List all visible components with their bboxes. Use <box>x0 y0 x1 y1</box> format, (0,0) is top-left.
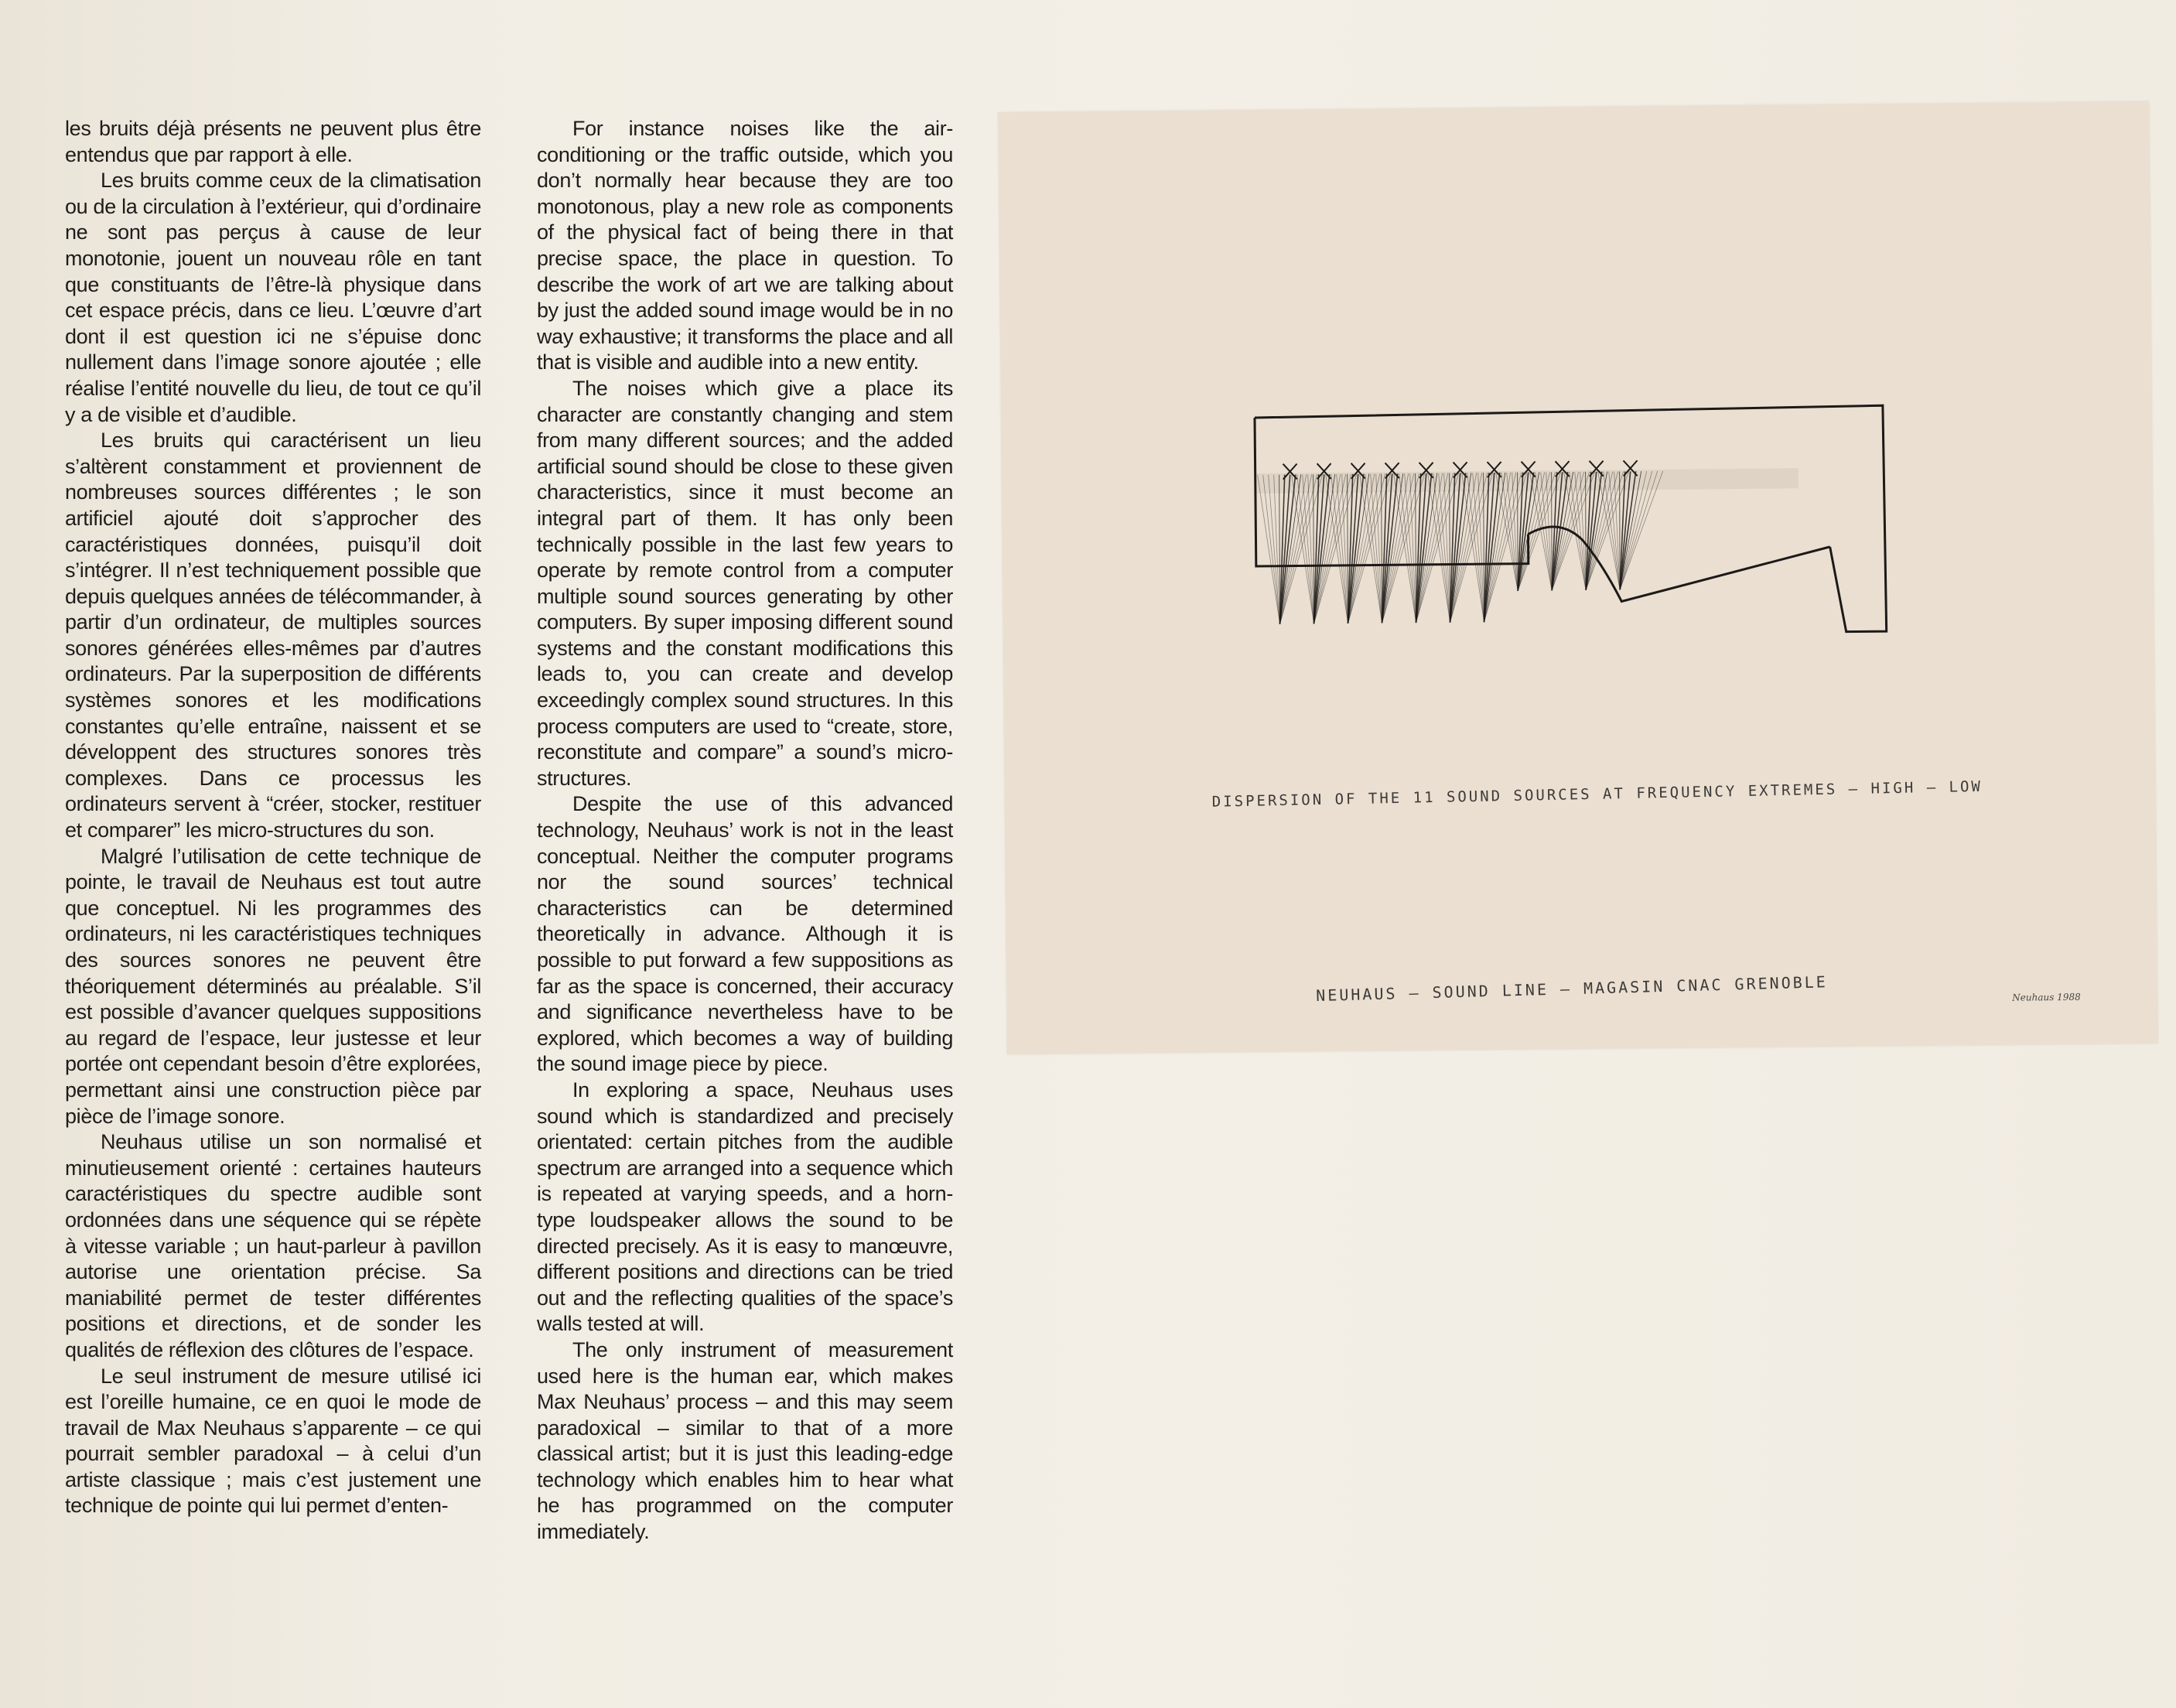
paragraph: Le seul instrument de mesure utilisé ici est l’oreille humaine, ce en quoi le mode de travail de Max Neuhaus s’apparente – ce qui pourrait sembler paradoxal – à celui d’un artiste classique ; mais c’est justement une technique de pointe qui lui permet d’enten- <box>65 1364 481 1518</box>
dispersion-ray <box>1337 474 1348 623</box>
paragraph: In exploring a space, Neuhaus uses sound which is standardized and precisely orientated: certain pitches from the audible spectrum are arranged into a sequence which is repeated at varying speeds, and a horn-type loudspeaker allows the sound to be directed precisely. As it is easy to manœuvre, different positions and directions can be tried out and the reflecting qualities of the space’s walls tested at will. <box>537 1078 953 1336</box>
dispersion-ray <box>1473 473 1484 622</box>
sound-line-path <box>1528 524 1830 603</box>
dispersion-ray <box>1394 473 1416 623</box>
dispersion-ray <box>1371 473 1382 623</box>
drawing-caption-top: DISPERSION OF THE 11 SOUND SOURCES AT FREQUENCY EXTREMES — HIGH — LOW <box>1211 777 1983 811</box>
dispersion-ray <box>1258 475 1280 624</box>
dispersion-ray <box>1292 474 1314 623</box>
paragraph: Malgré l’utilisation de cette technique de pointe, le travail de Neuhaus est tout autre que conceptuel. Ni les programmes des ordinateurs, ni les caractéristiques techniques des sources sonores ne peuvent être théoriquement déterminés au préalable. S’il est possible d’avancer quelques suppositions au regard de l’espace, leur justesse et leur portée ont cependant besoin d’être explorées, permettant ainsi une construction pièce par pièce de l’image sonore. <box>65 844 481 1128</box>
dispersion-ray <box>1439 473 1450 623</box>
dispersion-ray <box>1428 473 1450 623</box>
paragraph: Les bruits qui caractérisent un lieu s’altèrent constamment et proviennent de nombreuses sources différentes ; le son artificiel ajouté doit s’approcher des caractéristiques données, puisqu’il doit s’intégrer. Il n’est techniquement possible que depuis quelques années de télécommander, à partir d’un ordinateur, de multiples sources sonores générées elles-mêmes par d’autres ordinateurs. Par la superposition de différents systèmes sonores et les modifications constantes qu’elle entraîne, naissent et se développent des structures sonores très complexes. Dans ce processus les ordinateurs servent à “créer, stocker, restituer et comparer” les micro-structures du son. <box>65 429 481 842</box>
drawing-caption-bottom: NEUHAUS — SOUND LINE — MAGASIN CNAC GRENOBLE <box>1315 972 1829 1006</box>
paragraph: les bruits déjà présents ne peuvent plus être entendus que par rapport à elle. <box>65 117 481 166</box>
dispersion-ray <box>1405 473 1416 623</box>
sound-dispersion-drawing <box>998 101 2158 1054</box>
dispersion-ray <box>1263 475 1280 624</box>
dispersion-ray <box>1303 474 1314 623</box>
paragraph: Les bruits comme ceux de la climatisation ou de la circulation à l’extérieur, qui d’ordinaire ne sont pas perçus à cause de leur monotonie, jouent un nouveau rôle en tant que constituants de l’être-là physique dans cet espace précis, dans ce lieu. L’œuvre d’art dont il est question ici ne s’épuise donc nullement dans l’image sonore ajoutée ; elle réalise l’entité nouvelle du lieu, de tout ce qu’il y a de visible et d’audible. <box>65 169 481 426</box>
dispersion-haze <box>1257 468 1799 494</box>
drawing-plate <box>998 101 2158 1054</box>
dispersion-ray <box>1360 473 1382 623</box>
french-text-column <box>65 116 481 1519</box>
artist-signature: Neuhaus 1988 <box>2012 991 2081 1003</box>
paragraph: Neuhaus utilise un son normalisé et minutieusement orienté : certaines hauteurs caractéristiques du spectre audible sont ordonnées dans une séquence qui se répète à vitesse variable ; un haut-parleur à pavillon autorise une orientation précise. Sa maniabilité permet de tester différentes positions et directions, et de sonder les qualités de réflexion des clôtures de l’espace. <box>65 1130 481 1361</box>
paragraph: The noises which give a place its character are constantly changing and stem from many different sources; and the added artificial sound should be close to these given characteristics, since it must become an integral part of them. It has only been technically possible in the last few years to operate by remote control from a computer multiple sound sources generating by other computers. By super imposing different sound systems and the constant modifications this leads to, you can create and develop exceedingly complex sound structures. In this process computers are used to “create, store, reconstitute and compare” a sound’s micro-structures. <box>537 376 953 790</box>
paragraph: Despite the use of this advanced technology, Neuhaus’ work is not in the least conceptual. Neither the computer programs nor the sound sources’ technical characteristics can be determined theoretically in advance. Although it is possible to put forward a few suppositions as far as the space is concerned, their accuracy and significance nevertheless have to be explored, which becomes a way of building the sound image piece by piece. <box>537 792 953 1076</box>
paragraph: The only instrument of measurement used here is the human ear, which makes Max Neuhaus’ process – and this may seem paradoxical – similar to that of a more classical artist; but it is just this leading-edge technology which enables him to hear what he has programmed on the computer immediately. <box>537 1337 953 1544</box>
dispersion-ray <box>1269 475 1280 624</box>
english-text-column <box>537 116 953 1546</box>
dispersion-ray <box>1326 474 1348 623</box>
dispersion-ray <box>1462 473 1484 622</box>
paragraph: For instance noises like the air-conditioning or the traffic outside, which you don’t normally hear because they are too monotonous, play a new role as components of the physical fact of being there in that precise space, the place in question. To describe the work of art we are talking about by just the added sound image would be in no way exhaustive; it transforms the place and all that is visible and audible into a new entity. <box>537 117 953 374</box>
